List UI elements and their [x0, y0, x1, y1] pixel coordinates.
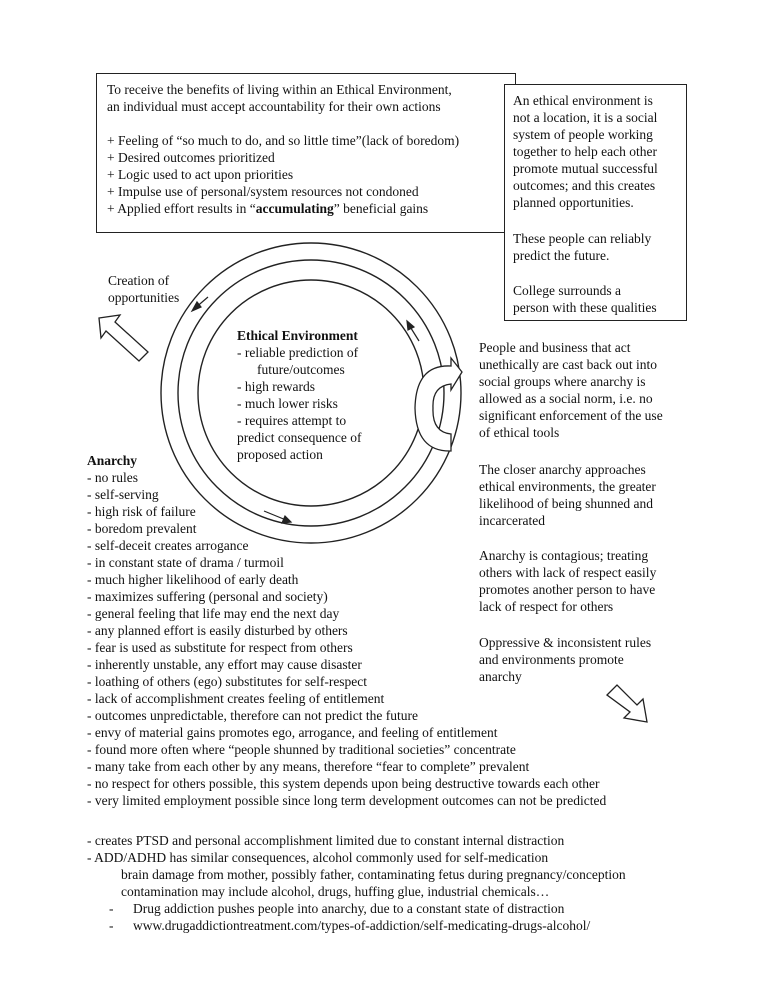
paragraph-line: lack of respect for others	[479, 599, 614, 614]
anarchy-title: Anarchy	[87, 453, 138, 468]
paragraph-line: incarcerated	[479, 513, 545, 528]
intro-line: an individual must accept accountability for their own actions	[107, 99, 441, 114]
note-line: brain damage from mother, possibly father, contaminating fetus during pregnancy/conception	[121, 867, 626, 882]
creation-outline-arrow-icon	[99, 315, 148, 361]
accountability-list	[107, 132, 459, 217]
ethical-item: - reliable prediction of	[237, 345, 359, 360]
definition-line: planned opportunities.	[513, 195, 634, 210]
note-line: - creates PTSD and personal accomplishment limited due to constant internal distraction	[87, 833, 565, 848]
list-item: + Impulse use of personal/system resources not condoned	[107, 184, 419, 199]
anarchy-item: - envy of material gains promotes ego, arrogance, and feeling of entitlement	[87, 725, 498, 740]
paragraph-line: Oppressive & inconsistent rules	[479, 635, 652, 650]
anarchy-item: - inherently unstable, any effort may cause disaster	[87, 657, 362, 672]
accountability-intro	[107, 81, 452, 115]
bullet-line	[87, 900, 626, 917]
downward-outline-arrow-icon	[607, 685, 647, 722]
anarchy-item: - general feeling that life may end the next day	[87, 606, 340, 621]
creation-label	[108, 272, 179, 306]
anarchy-list	[87, 452, 606, 809]
paragraph-line: significant enforcement of the use	[479, 408, 663, 423]
definition-line: predict the future.	[513, 248, 610, 263]
anarchy-item: - many take from each other by any means, therefore “fear to complete” prevalent	[87, 759, 530, 774]
definition-line: together to help each other	[513, 144, 657, 159]
definition-line: These people can reliably	[513, 231, 652, 246]
ethical-item: - much lower risks	[237, 396, 338, 411]
paragraph-line: anarchy	[479, 669, 522, 684]
anarchy-item: - no rules	[87, 470, 138, 485]
paragraph-line: of ethical tools	[479, 425, 560, 440]
creation-label-line: opportunities	[108, 290, 180, 305]
bullet-dash: -	[109, 918, 114, 933]
paragraph-line: ethical environments, the greater	[479, 479, 656, 494]
anarchy-item: - any planned effort is easily disturbed by others	[87, 623, 348, 638]
anarchy-item: - fear is used as substitute for respect from others	[87, 640, 353, 655]
ethical-title: Ethical Environment	[237, 328, 358, 343]
ethical-definition-box	[504, 84, 687, 321]
definition-line: system of people working	[513, 127, 653, 142]
prediction-paragraph	[513, 230, 651, 264]
definition-line: College surrounds a	[513, 283, 621, 298]
list-item: + Logic used to act upon priorities	[107, 167, 294, 182]
anarchy-item: - no respect for others possible, this system depends upon being destructive towards each other	[87, 776, 600, 791]
ethical-item: - high rewards	[237, 379, 315, 394]
paragraph-line: social groups where anarchy is	[479, 374, 646, 389]
anarchy-item: - outcomes unpredictable, therefore can not predict the future	[87, 708, 418, 723]
anarchy-item: - lack of accomplishment creates feeling of entitlement	[87, 691, 385, 706]
definition-line: An ethical environment is	[513, 93, 653, 108]
paragraph-line: likelihood of being shunned and	[479, 496, 653, 511]
item-text: ” beneficial gains	[333, 201, 429, 216]
paragraph-line: Anarchy is contagious; treating	[479, 548, 649, 563]
intro-line: To receive the benefits of living within an Ethical Environment,	[107, 82, 452, 97]
ethical-item: - requires attempt to	[237, 413, 347, 428]
note-line: contamination may include alcohol, drugs, huffing glue, industrial chemicals…	[121, 884, 550, 899]
paragraph-line: others with lack of respect easily	[479, 565, 657, 580]
accountability-box	[96, 73, 516, 233]
anarchy-item: - found more often where “people shunned by traditional societies” concentrate	[87, 742, 516, 757]
ethical-environment-block	[237, 327, 361, 463]
creation-label-line: Creation of	[108, 273, 170, 288]
paragraph-line: promotes another person to have	[479, 582, 656, 597]
bullet-dash: -	[109, 901, 114, 916]
bottom-notes	[87, 832, 626, 934]
list-item: + Feeling of “so much to do, and so little time”(lack of boredom)	[107, 133, 460, 148]
anarchy-item: - much higher likelihood of early death	[87, 572, 299, 587]
anarchy-item: - self-serving	[87, 487, 159, 502]
anarchy-item: - in constant state of drama / turmoil	[87, 555, 284, 570]
bullet-line	[87, 917, 626, 934]
anarchy-item: - self-deceit creates arrogance	[87, 538, 249, 553]
paragraph-line: The closer anarchy approaches	[479, 462, 646, 477]
list-item: + Desired outcomes prioritized	[107, 150, 275, 165]
definition-line: outcomes; and this creates	[513, 178, 656, 193]
cast-out-paragraph	[479, 339, 663, 441]
item-bold-text: accumulating	[255, 201, 334, 216]
college-paragraph	[513, 282, 657, 316]
bullet-text: www.drugaddictiontreatment.com/types-of-addiction/self-medicating-drugs-alcohol/	[133, 918, 591, 933]
anarchy-item: - maximizes suffering (personal and society)	[87, 589, 328, 604]
anarchy-item: - high risk of failure	[87, 504, 196, 519]
note-line: - ADD/ADHD has similar consequences, alcohol commonly used for self-medication	[87, 850, 549, 865]
ring-arrow-right-up-icon	[407, 321, 419, 341]
definition-line: not a location, it is a social	[513, 110, 658, 125]
definition-paragraph	[513, 92, 658, 211]
anarchy-item: - boredom prevalent	[87, 521, 197, 536]
paragraph-line: allowed as a social norm, i.e. no	[479, 391, 653, 406]
definition-line: promote mutual successful	[513, 161, 658, 176]
ethical-item: future/outcomes	[257, 362, 345, 377]
bullet-text: Drug addiction pushes people into anarchy, due to a constant state of distraction	[133, 901, 565, 916]
paragraph-line: unethically are cast back out into	[479, 357, 658, 372]
definition-line: person with these qualities	[513, 300, 657, 315]
ethical-item: predict consequence of	[237, 430, 362, 445]
item-text: + Applied effort results in “	[107, 201, 256, 216]
anarchy-item: - loathing of others (ego) substitutes for self-respect	[87, 674, 368, 689]
anarchy-item: - very limited employment possible since long term development outcomes can not be predicted	[87, 793, 607, 808]
ethical-item: proposed action	[237, 447, 323, 462]
paragraph-line: and environments promote	[479, 652, 624, 667]
paragraph-line: People and business that act	[479, 340, 631, 355]
list-item	[107, 200, 459, 217]
